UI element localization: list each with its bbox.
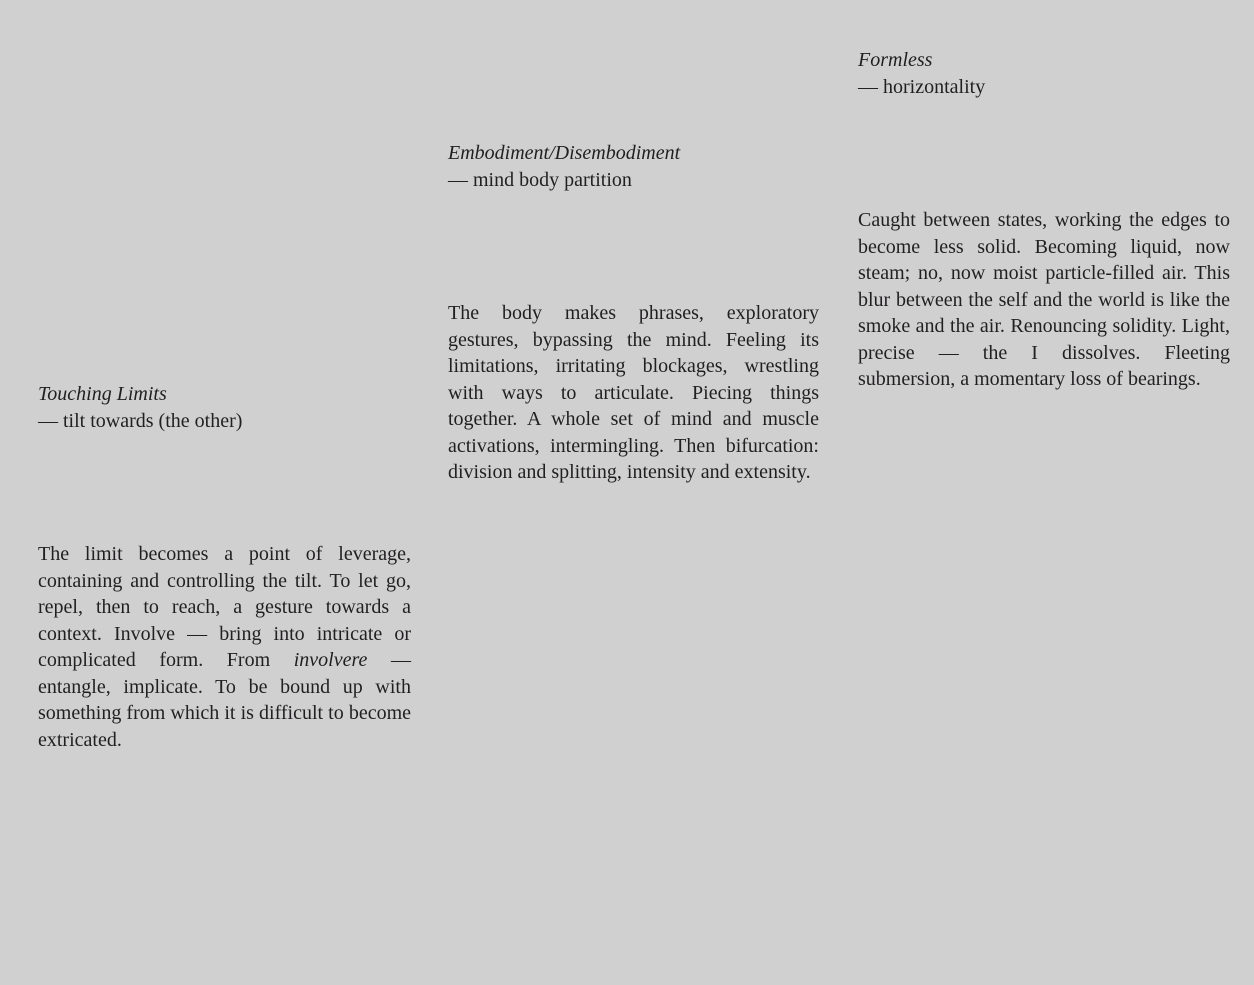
section-subtitle: — horizontality bbox=[858, 75, 986, 98]
section-title: Embodiment/Disembodiment bbox=[448, 142, 681, 164]
column-touching-limits bbox=[38, 381, 411, 773]
section-paragraph: The limit becomes a point of leverage, containing and controlling the tilt. To let go, repel, then to reach, a gesture towards a context. Involve — bring into intricate or complicated form. From involvere — entangle, implicate. To be bound up with something from which it is difficult to become extricated. bbox=[38, 543, 411, 751]
column-embodiment-disembodiment bbox=[448, 140, 819, 506]
section-subtitle: — tilt towards (the other) bbox=[38, 409, 243, 432]
section-subtitle: — mind body partition bbox=[448, 168, 632, 191]
section-paragraph: Caught between states, working the edges to become less solid. Becoming liquid, now steam; no, now moist particle-filled air. This blur between the self and the world is like the smoke and the air. Renouncing solidity. Light, precise — the I dissolves. Fleeting submersion, a momentary loss of bearings. bbox=[858, 209, 1230, 390]
section-title: Formless bbox=[858, 49, 933, 71]
section-title: Touching Limits bbox=[38, 383, 167, 405]
section-paragraph: The body makes phrases, exploratory gestures, bypassing the mind. Feeling its limitations, irritating blockages, wrestling with ways to articulate. Piecing things together. A whole set of mind and muscle activations, intermingling. Then bifurcation: division and splitting, intensity and extensity. bbox=[448, 302, 819, 483]
column-formless bbox=[858, 47, 1230, 413]
